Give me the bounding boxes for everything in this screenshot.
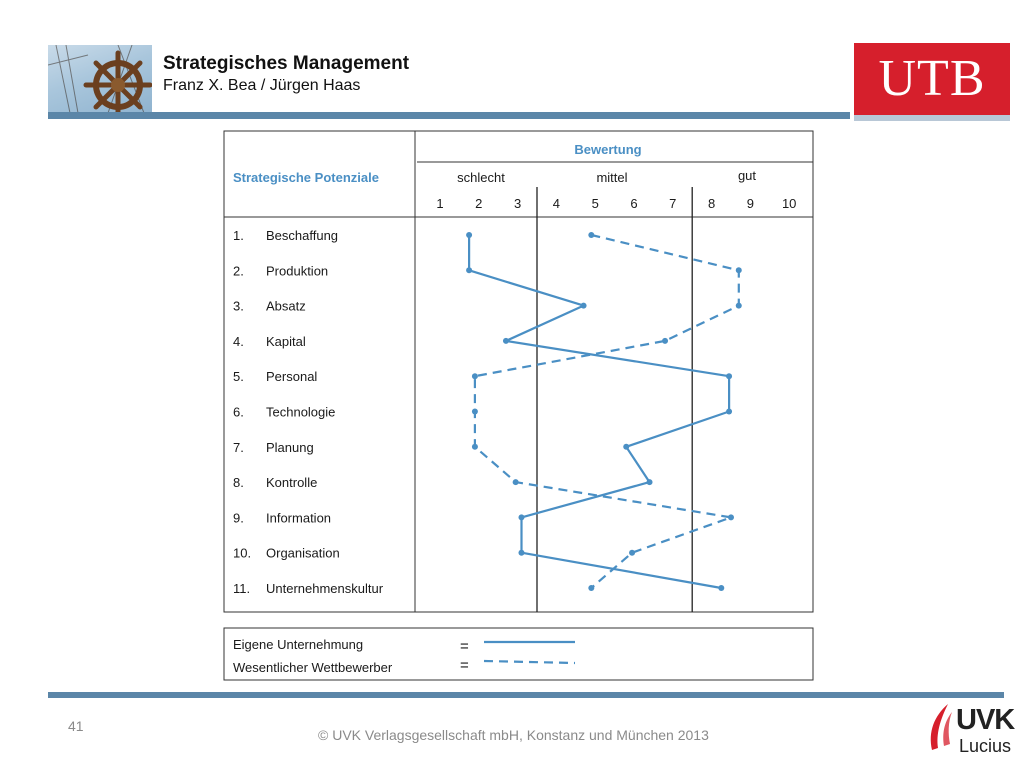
x-tick-label: 2 [475, 196, 483, 211]
x-tick-label: 10 [781, 196, 797, 211]
lucius-logo-text: Lucius [959, 736, 1012, 756]
footer-divider [48, 692, 1004, 698]
series-point [581, 303, 587, 309]
x-tick-label: 4 [552, 196, 561, 211]
header-strategische-potenziale: Strategische Potenziale [233, 170, 379, 185]
x-tick-label: 8 [707, 196, 716, 211]
uvk-logo-text: UVK [956, 704, 1015, 736]
legend-line-dashed [484, 661, 575, 663]
x-tick-label: 7 [669, 196, 677, 211]
row-label: Unternehmenskultur [266, 581, 384, 596]
legend-label-eigene: Eigene Unternehmung [233, 637, 364, 652]
series-point [472, 409, 478, 415]
row-number: 1. [233, 228, 244, 243]
row-number: 5. [233, 369, 244, 385]
series-point [513, 479, 519, 485]
row-label: Organisation [266, 545, 340, 561]
x-tick-label: 9 [746, 196, 755, 211]
series-point [472, 444, 478, 450]
row-label: Kontrolle [266, 475, 318, 491]
series-point [647, 479, 653, 485]
series-point [518, 514, 524, 520]
series-point [503, 338, 509, 344]
row-label: Planung [266, 439, 314, 455]
page-subtitle: Franz X. Bea / Jürgen Haas [163, 77, 361, 94]
x-tick-label: 5 [591, 196, 599, 211]
uvk-lucius-logo [926, 700, 1015, 760]
legend-equals-2: = [460, 657, 469, 674]
copyright-text: © UVK Verlagsgesellschaft mbH, Konstanz und München 2013 [318, 727, 709, 743]
series-point [472, 373, 478, 379]
row-label: Beschaffung [266, 228, 339, 243]
row-number: 3. [233, 298, 244, 314]
series-point [588, 232, 594, 238]
row-number: 9. [233, 510, 244, 526]
page-number: 41 [68, 718, 84, 734]
row-number: 7. [233, 439, 244, 455]
header-bewertung: Bewertung [574, 142, 642, 157]
series-point [466, 267, 472, 273]
row-number: 11. [233, 581, 251, 596]
series-point [726, 373, 732, 379]
row-number: 4. [233, 333, 244, 349]
utb-logo-text: UTB [878, 50, 986, 107]
series-point [718, 585, 724, 591]
row-number: 10. [233, 545, 252, 561]
series-point [728, 514, 734, 520]
scale-group-mittel: mittel [596, 170, 628, 185]
row-label: Kapital [266, 333, 306, 349]
scale-group-schlecht: schlecht [457, 170, 505, 185]
legend-label-wettbewerber: Wesentlicher Wettbewerber [233, 660, 393, 675]
row-number: 8. [233, 475, 244, 491]
legend-equals-1: = [460, 638, 469, 655]
series-point [466, 232, 472, 238]
legend [224, 628, 813, 680]
series-point [726, 409, 732, 415]
series-point [736, 303, 742, 309]
x-tick-label: 3 [513, 196, 522, 211]
series-point [662, 338, 668, 344]
series-point [518, 550, 524, 556]
row-label: Personal [266, 369, 318, 385]
scale-group-gut: gut [737, 168, 757, 183]
row-label: Information [266, 510, 332, 526]
row-number: 2. [233, 263, 244, 279]
series-line-eigene [469, 235, 729, 588]
series-line-wettbewerber [475, 235, 739, 588]
row-label: Technologie [266, 404, 336, 420]
x-tick-label: 6 [630, 196, 638, 211]
series-point [736, 267, 742, 273]
row-label: Produktion [266, 263, 329, 279]
page-title: Strategisches Management [163, 53, 410, 74]
row-label: Absatz [266, 298, 306, 314]
series-point [588, 585, 594, 591]
series-point [629, 550, 635, 556]
series-point [623, 444, 629, 450]
x-tick-label: 1 [436, 196, 444, 211]
row-number: 6. [233, 404, 244, 420]
